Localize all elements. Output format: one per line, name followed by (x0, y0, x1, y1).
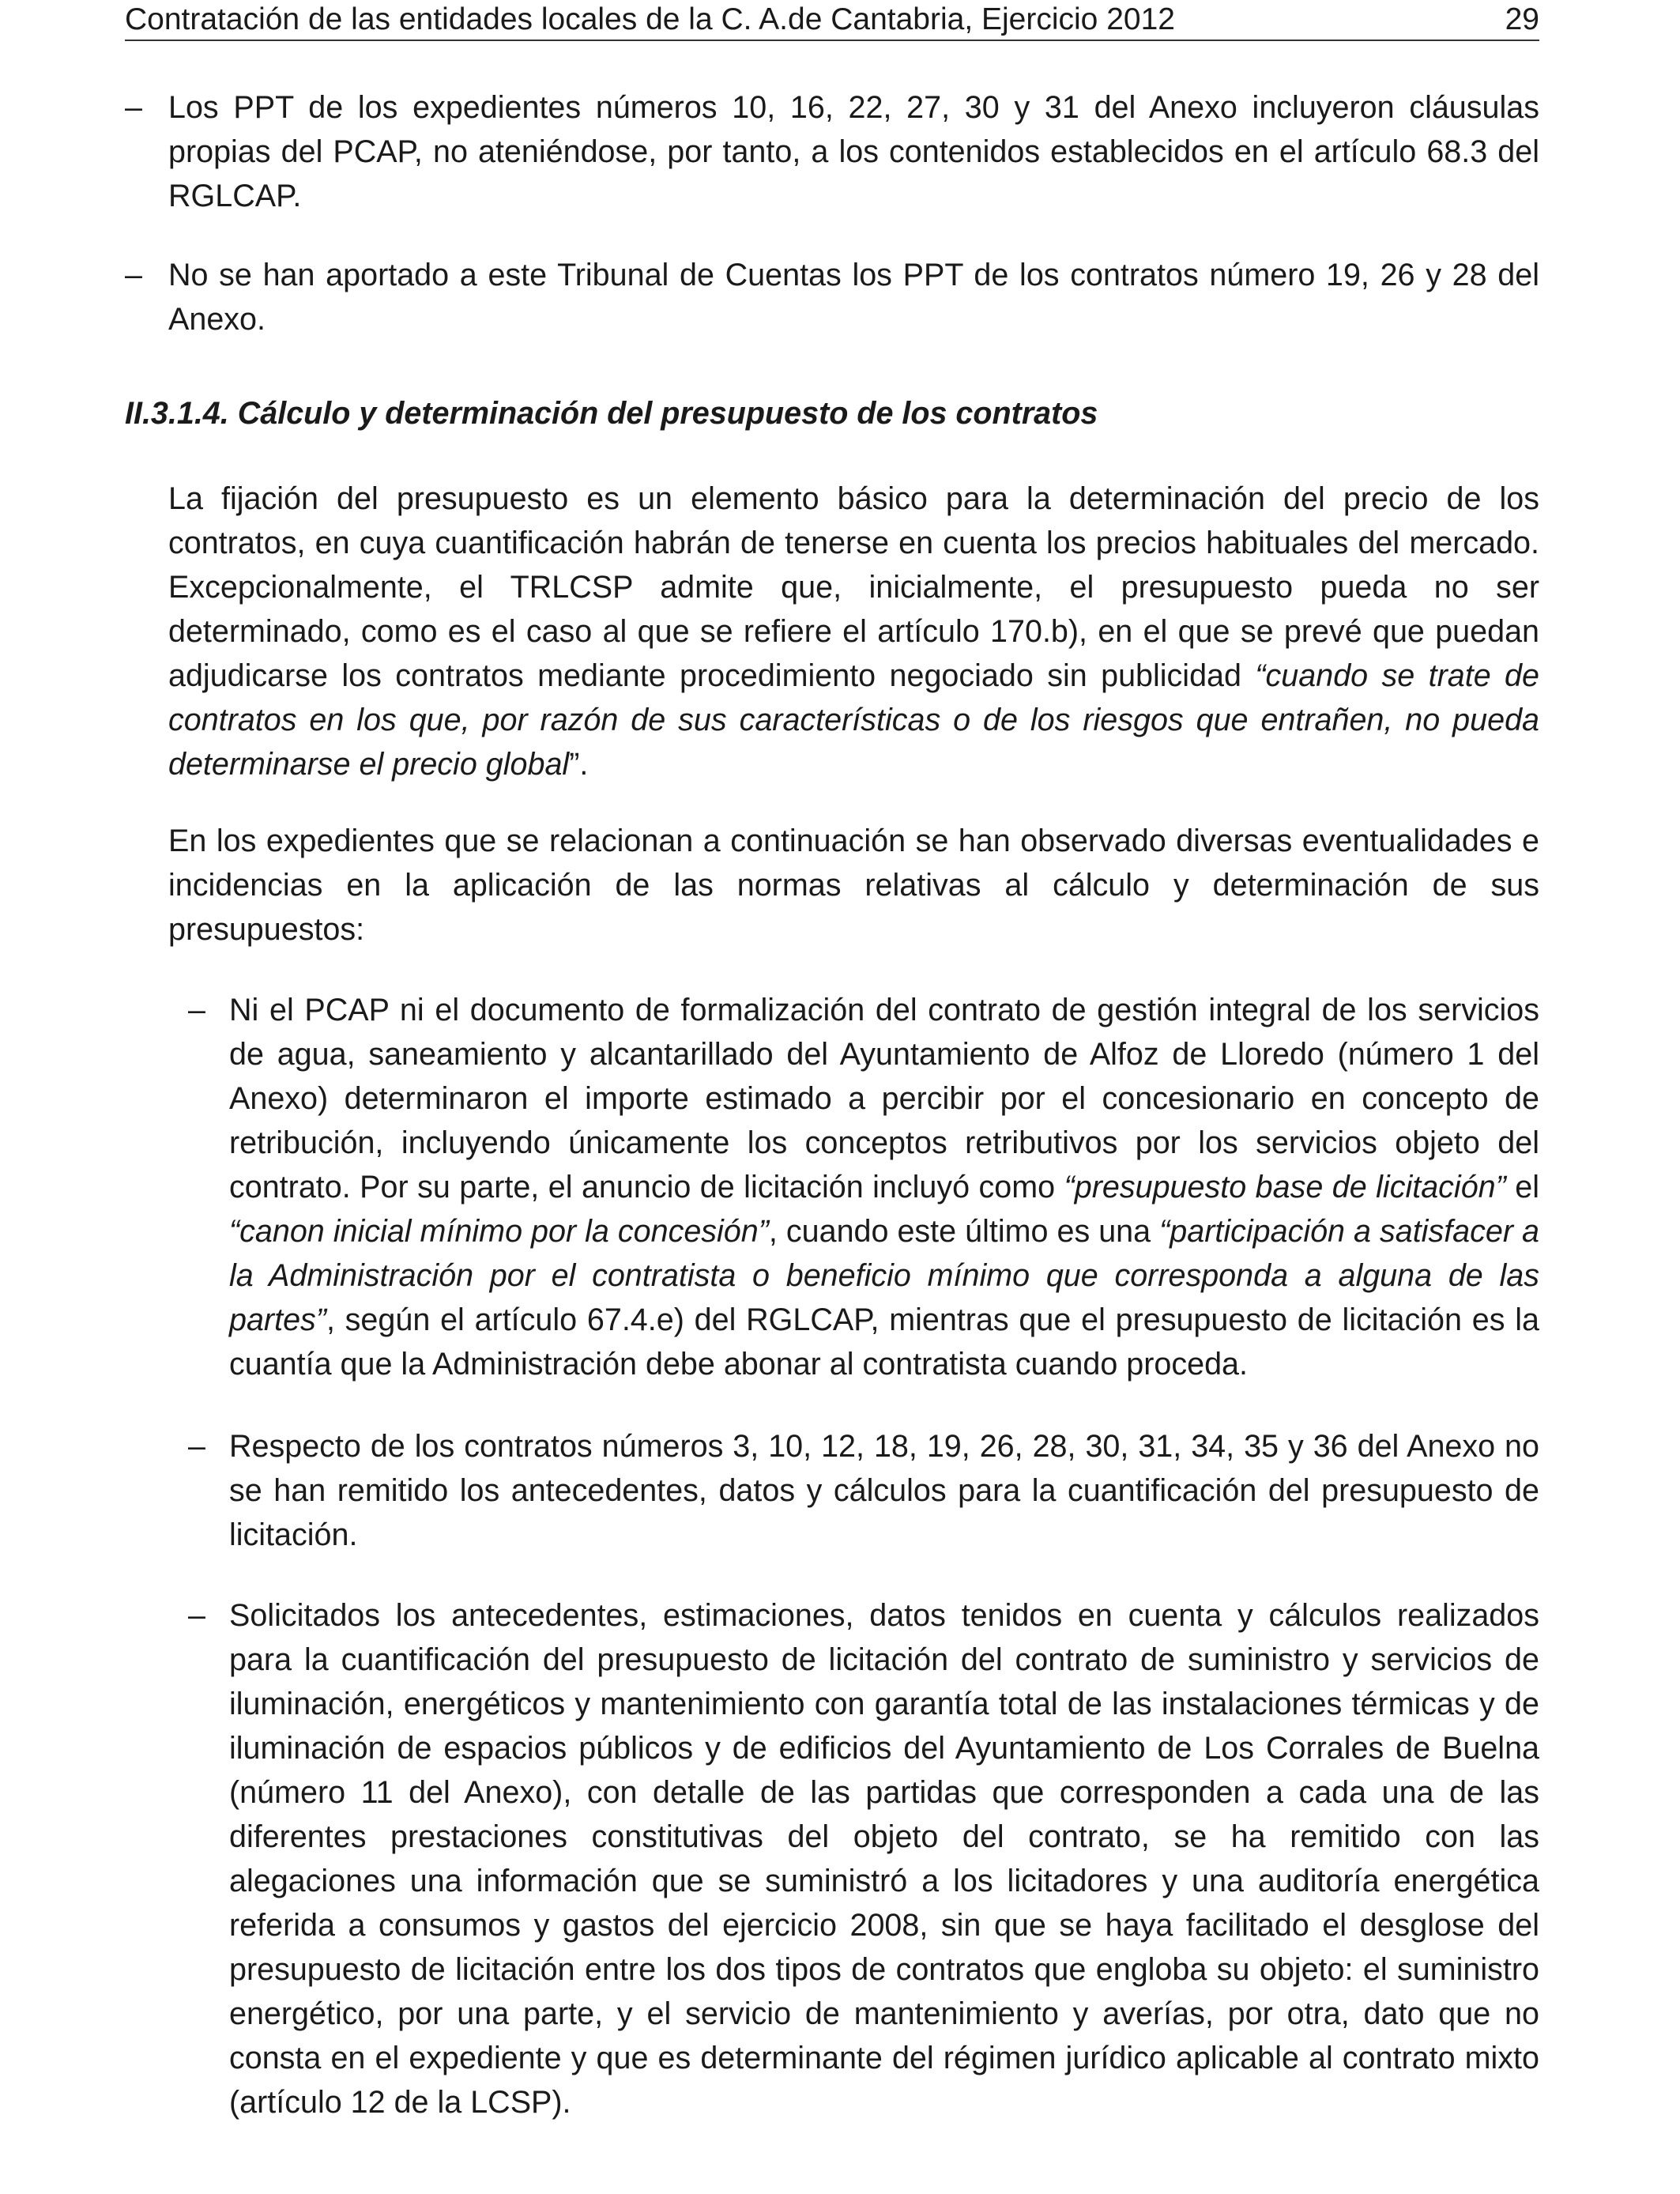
bullet-ppt-clauses: Los PPT de los expedientes números 10, 16, 22, 27, 30 y 31 del Anexo incluyeron cláusulas propias del PCAP, no ateniéndose, por tanto, a los contenidos establecidos en el artículo 68.3 del RGLCAP. (168, 90, 1539, 213)
bullet-dash: – (188, 1598, 205, 1633)
bullet-los-corrales: Solicitados los antecedentes, estimaciones, datos tenidos en cuenta y cálculos realizados para la cuantificación del presupuesto de licitación del contrato de suministro y servicios de iluminación, energéticos y mantenimiento con garantía total de las instalaciones térmicas y de iluminación de espacios públicos y de edificios del Ayuntamiento de Los Corrales de Buelna (número 11 del Anexo), con detalle de las partidas que corresponden a cada una de las diferentes prestaciones constitutivas del objeto del contrato, se ha remitido con las alegaciones una información que se suministró a los licitadores y una auditoría energética referida a consumos y gastos del ejercicio 2008, sin que se haya facilitado el desglose del presupuesto de licitación entre los dos tipos de contratos que engloba su objeto: el suministro energético, por una parte, y el servicio de mantenimiento y averías, por otra, dato que no consta en el expediente y que es determinante del régimen jurídico aplicable al contrato mixto (artículo 12 de la LCSP). (229, 1598, 1539, 2120)
bullet-text: , cuando este último es una (768, 1214, 1160, 1249)
bullet-text: el (1505, 1170, 1540, 1204)
legal-quote: “cuando se trate de contratos en los que, por razón de sus características o de los riesgos que entrañen, no pueda determinarse el precio global (168, 658, 1539, 782)
legal-quote: “canon inicial mínimo por la concesión” (229, 1214, 769, 1249)
legal-quote: “participación a satisfacer a la Administración por el contratista o beneficio mínimo que corresponda a alguna de las partes” (229, 1214, 1539, 1337)
bullet-text: Ni el PCAP ni el documento de formalización del contrato de gestión integral de los servicios de agua, saneamiento y alcantarillado del Ayuntamiento de Alfoz de Lloredo (número 1 del Anexo) determinaron el importe estimado a percibir por el concesionario en concepto de retribución, incluyendo únicamente los conceptos retributivos por los servicios objeto del contrato. Por su parte, el anuncio de licitación incluyó como (229, 993, 1539, 1204)
bullet-dash: – (188, 993, 205, 1027)
page-header (125, 0, 1539, 41)
bullet-ppt-missing: No se han aportado a este Tribunal de Cuentas los PPT de los contratos número 19, 26 y 28 del Anexo. (168, 258, 1539, 337)
bullet-text: , según el artículo 67.4.e) del RGLCAP, mientras que el presupuesto de licitación es la cuantía que la Administración debe abonar al contratista cuando proceda. (229, 1302, 1539, 1382)
bullet-contracts-missing-data: Respecto de los contratos números 3, 10, 12, 18, 19, 26, 28, 30, 31, 34, 35 y 36 del Anexo no se han remitido los antecedentes, datos y cálculos para la cuantificación del presupuesto de licitación. (229, 1429, 1539, 1552)
paragraph-budget-fixing (168, 477, 1539, 786)
paragraph-tail: ”. (569, 747, 589, 782)
bullet-alfoz-lloredo (229, 988, 1539, 1386)
bullet-dash: – (125, 258, 142, 292)
header-title: Contratación de las entidades locales de la C. A.de Cantabria, Ejercicio 2012 (125, 2, 1175, 36)
legal-quote: “presupuesto base de licitación” (1064, 1170, 1506, 1204)
paragraph-incidences: En los expedientes que se relacionan a continuación se han observado diversas eventualidades e incidencias en la aplicación de las normas relativas al cálculo y determinación de sus presupuestos: (168, 824, 1539, 947)
paragraph-text: La fijación del presupuesto es un elemento básico para la determinación del precio de los contratos, en cuya cuantificación habrán de tenerse en cuenta los precios habituales del mercado. Excepcionalmente, el TRLCSP admite que, inicialmente, el presupuesto pueda no ser determinado, como es el caso al que se refiere el artículo 170.b), en el que se prevé que puedan adjudicarse los contratos mediante procedimiento negociado sin publicidad (168, 481, 1539, 693)
bullet-dash: – (188, 1429, 205, 1464)
bullet-dash: – (125, 90, 142, 125)
section-heading: II.3.1.4. Cálculo y determinación del presupuesto de los contratos (125, 396, 1098, 431)
page-number: 29 (1505, 2, 1539, 36)
